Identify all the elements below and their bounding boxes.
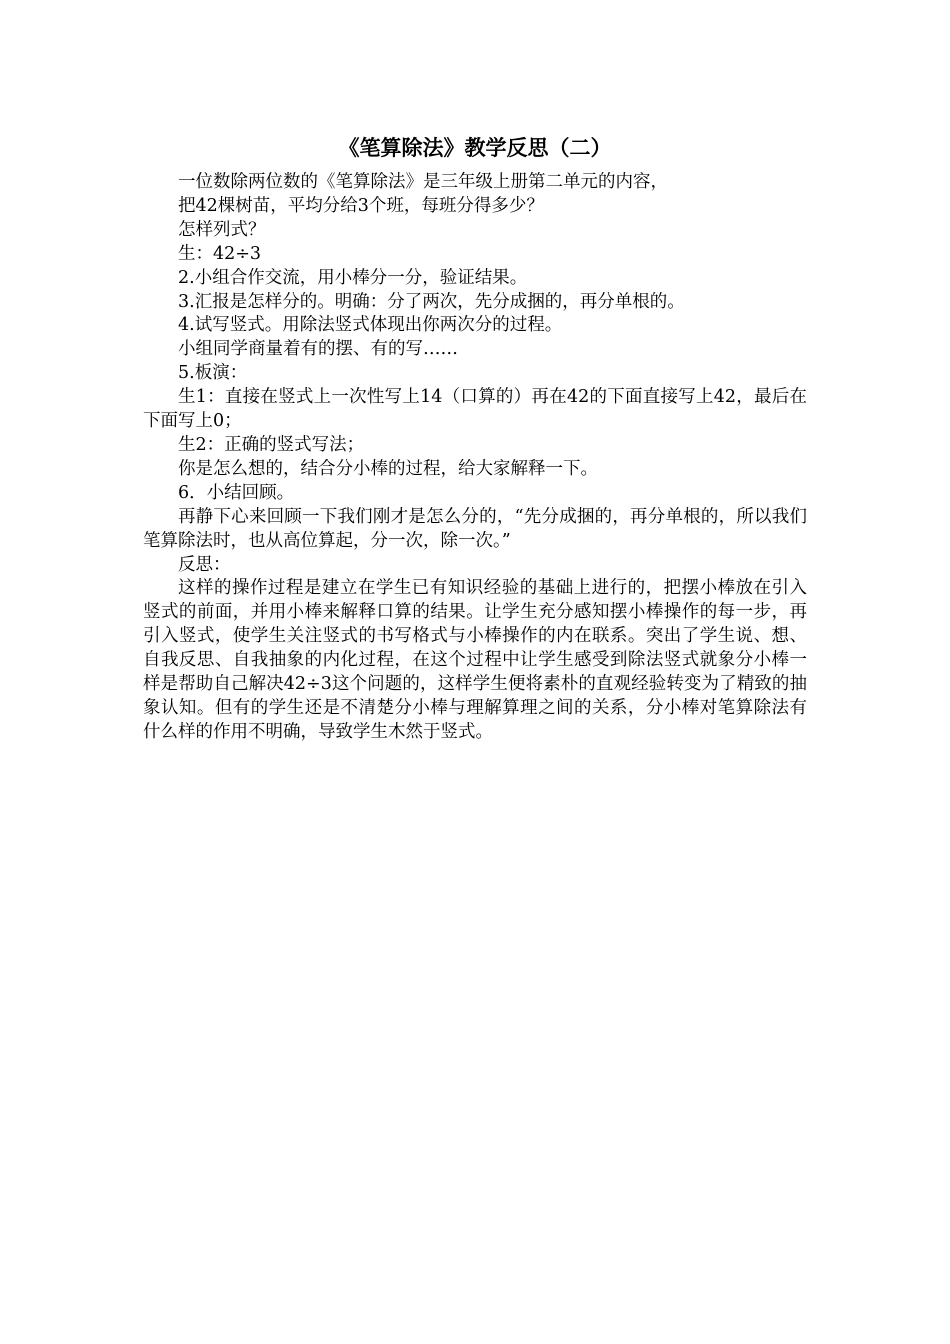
paragraph-step-6: 6．小结回顾。 <box>178 482 295 503</box>
paragraph-step-2: 2.小组合作交流，用小棒分一分，验证结果。 <box>178 267 528 288</box>
paragraph-step-5: 5.板演： <box>178 363 248 384</box>
paragraph-reflection-heading: 反思： <box>178 554 231 575</box>
paragraph-intro: 一位数除两位数的《笔算除法》是三年级上册第二单元的内容， <box>178 172 668 192</box>
paragraph-reflection: 这样的操作过程是建立在学生已有知识经验的基础上进行的，把摆小棒放在引入竖式的前面，并用小棒来解释口算的结果。让学生充分感知摆小棒操作的每一步，再引入竖式，使学生关注竖式的书写格式与小棒操作的内在联系。突出了学生说、想、自我反思、自我抽象的内化过程，在这个过程中让学生感受到除法竖式就象分小棒一样是帮助自己解决42÷3这个问题的，这样学生便将素朴的直观经验转变为了精致的抽象认知。但有的学生还是不清楚分小棒与理解算理之间的关系，分小棒对笔算除法有什么样的作用不明确，导致学生木然于竖式。 <box>143 578 807 742</box>
document-title: 《笔算除法》教学反思（二） <box>338 135 612 160</box>
paragraph-student-1: 生1：直接在竖式上一次性写上14（口算的）再在42的下面直接写上42，最后在下面写上0； <box>143 387 807 432</box>
paragraph-step-3: 3.汇报是怎样分的。明确：分了两次，先分成捆的，再分单根的。 <box>178 291 685 312</box>
paragraph-explain: 你是怎么想的，结合分小棒的过程，给大家解释一下。 <box>178 458 598 479</box>
paragraph-student-2: 生2：正确的竖式写法； <box>178 434 365 455</box>
paragraph-problem: 把42棵树苗，平均分给3个班，每班分得多少？ <box>178 195 544 216</box>
paragraph-group-work: 小组同学商量着有的摆、有的写…… <box>178 339 458 360</box>
document-body <box>143 133 807 745</box>
paragraph-question: 怎样列式？ <box>178 219 266 240</box>
paragraph-review: 再静下心来回顾一下我们刚才是怎么分的，“先分成捆的，再分单根的，所以我们笔算除法时，也从高位算起，分一次，除一次。” <box>143 506 807 551</box>
paragraph-step-4: 4.试写竖式。用除法竖式体现出你两次分的过程。 <box>178 315 563 336</box>
paragraph-student-answer: 生：42÷3 <box>178 243 262 264</box>
